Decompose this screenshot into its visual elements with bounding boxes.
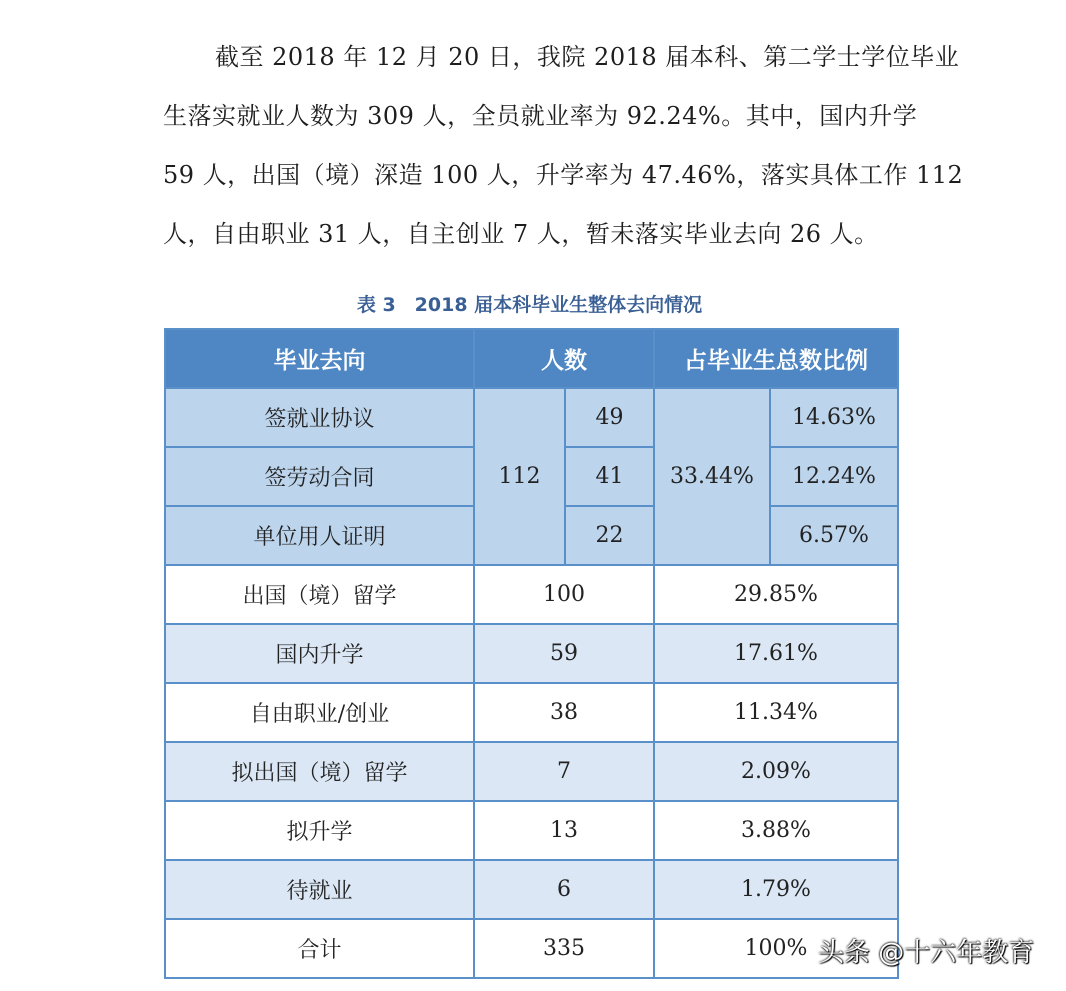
row-percentage: 14.63%	[770, 388, 898, 447]
row-count: 13	[474, 801, 654, 860]
paragraph-line: 人，自由职业 31 人，自主创业 7 人，暂未落实毕业去向 26 人。	[163, 220, 879, 248]
table-row	[165, 624, 898, 683]
row-label: 合计	[165, 919, 474, 978]
table-header-row	[165, 329, 898, 388]
group-total-count: 112	[474, 388, 565, 565]
table-total-row	[165, 919, 898, 978]
table-row	[165, 801, 898, 860]
body-paragraph	[163, 28, 964, 264]
table-row	[165, 565, 898, 624]
row-count: 49	[565, 388, 654, 447]
table-row	[165, 742, 898, 801]
row-label: 拟出国（境）留学	[165, 742, 474, 801]
table-row	[165, 683, 898, 742]
row-label: 国内升学	[165, 624, 474, 683]
row-percentage: 12.24%	[770, 447, 898, 506]
row-percentage: 3.88%	[654, 801, 898, 860]
row-label: 签劳动合同	[165, 447, 474, 506]
table-caption: 表 3 2018 届本科毕业生整体去向情况	[356, 294, 703, 316]
row-percentage: 29.85%	[654, 565, 898, 624]
row-count: 22	[565, 506, 654, 565]
row-label: 单位用人证明	[165, 506, 474, 565]
row-percentage: 6.57%	[770, 506, 898, 565]
row-label: 自由职业/创业	[165, 683, 474, 742]
paragraph-line: 生落实就业人数为 309 人，全员就业率为 92.24%。其中，国内升学	[163, 102, 918, 130]
header-destination: 毕业去向	[165, 329, 474, 388]
row-count: 59	[474, 624, 654, 683]
group-total-share: 33.44%	[654, 388, 770, 565]
table-row	[165, 860, 898, 919]
row-percentage: 17.61%	[654, 624, 898, 683]
row-label: 待就业	[165, 860, 474, 919]
row-count: 6	[474, 860, 654, 919]
row-count: 41	[565, 447, 654, 506]
row-count: 38	[474, 683, 654, 742]
row-percentage: 2.09%	[654, 742, 898, 801]
row-count: 100	[474, 565, 654, 624]
row-label: 出国（境）留学	[165, 565, 474, 624]
row-label: 拟升学	[165, 801, 474, 860]
row-count: 335	[474, 919, 654, 978]
watermark-text: 头条 @十六年教育	[818, 938, 1035, 968]
row-percentage: 100%	[654, 919, 898, 978]
row-label: 签就业协议	[165, 388, 474, 447]
row-percentage: 11.34%	[654, 683, 898, 742]
paragraph-line: 截至 2018 年 12 月 20 日，我院 2018 届本科、第二学士学位毕业	[215, 43, 960, 71]
paragraph-line: 59 人，出国（境）深造 100 人，升学率为 47.46%，落实具体工作 112	[163, 161, 964, 189]
table-row	[165, 388, 898, 447]
graduate-destination-table	[164, 328, 899, 979]
row-percentage: 1.79%	[654, 860, 898, 919]
header-count: 人数	[474, 329, 654, 388]
header-percentage: 占毕业生总数比例	[654, 329, 898, 388]
row-count: 7	[474, 742, 654, 801]
